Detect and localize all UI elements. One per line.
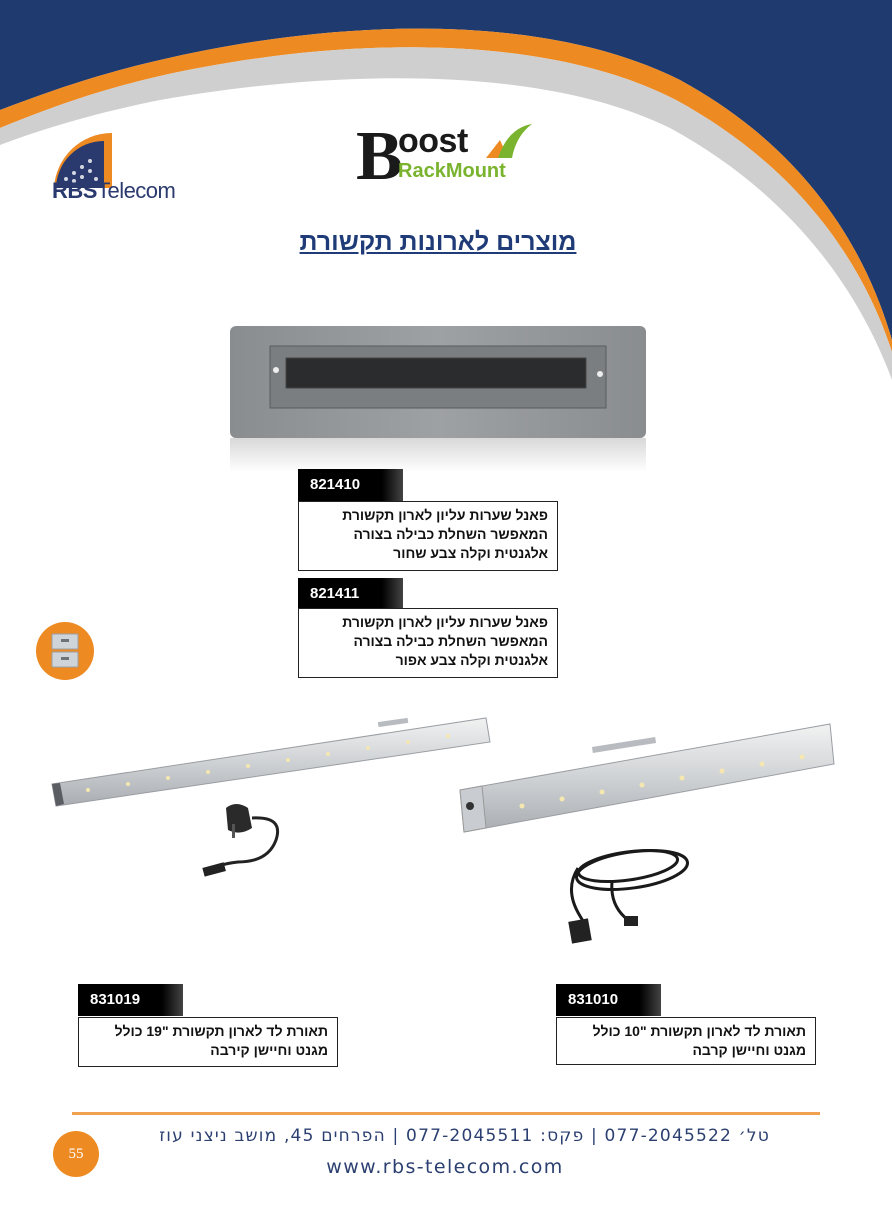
led-bar-10-image [452,720,837,950]
page-number: 55 [68,1146,84,1162]
rbs-logo-wordmark: RBSTelecom [52,178,176,203]
footer-contact-info: טל׳ 077-2045522 | פקס: 077-2045511 | הפרחים 45, מושב ניצני עוז [159,1126,770,1146]
description-line: אלגנטית וקלה צבע שחור [393,545,548,561]
led-bar-19-image [48,712,493,882]
product-description [556,1017,816,1065]
brush-panel-image [230,326,646,476]
boost-logo-initial: B [356,118,403,195]
footer-website: www.rbs-telecom.com [326,1156,564,1178]
product-description [298,501,558,571]
page-title: מוצרים לארונות תקשורת [299,228,577,256]
boost-logo-subtitle: RackMount [398,160,506,182]
description-line: המאפשר השחלת כבילה בצורה [353,633,548,649]
product-code-tag: 831019 [78,984,183,1016]
product-description [78,1017,338,1067]
boost-logo-word: oost [398,122,468,160]
description-line: תאורת לד לארון תקשורת "19 כולל [114,1023,328,1039]
boost-logo-mark [482,122,534,160]
description-line: פאנל שערות עליון לארון תקשורת [342,614,548,630]
product-code-tag: 831010 [556,984,661,1016]
description-line: מגנט וחיישן קירבה [210,1042,328,1058]
product-description [298,608,558,678]
description-line: פאנל שערות עליון לארון תקשורת [342,507,548,523]
product-code-tag: 821410 [298,469,403,501]
description-line: מגנט וחיישן קרבה [692,1042,806,1058]
footer-divider [72,1112,820,1115]
description-line: אלגנטית וקלה צבע אפור [395,652,548,668]
description-line: המאפשר השחלת כבילה בצורה [353,526,548,542]
cabinet-drawers-icon [36,622,94,680]
product-code-tag: 821411 [298,578,403,610]
description-line: תאורת לד לארון תקשורת "10 כולל [592,1023,806,1039]
